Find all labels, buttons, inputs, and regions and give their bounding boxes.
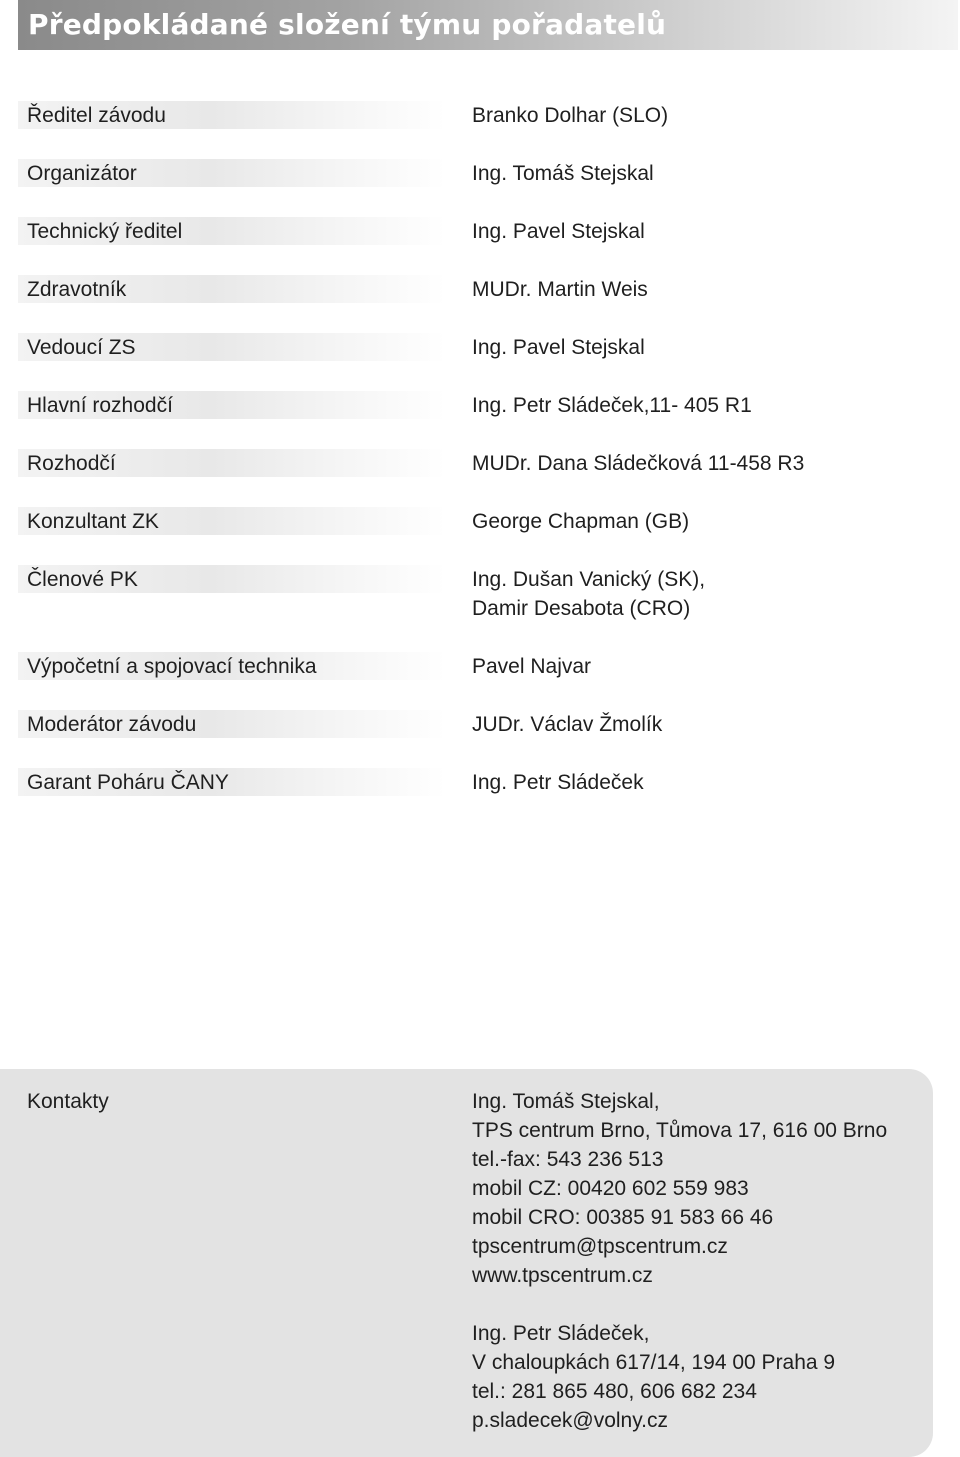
row-value-line: Ing. Pavel Stejskal	[472, 220, 645, 243]
row-value	[472, 710, 662, 739]
row-technicky-reditel	[18, 217, 938, 247]
row-value	[472, 768, 644, 797]
row-value	[472, 391, 752, 420]
row-value	[472, 159, 654, 188]
row-value	[472, 449, 804, 478]
contact-name: Ing. Tomáš Stejskal,	[472, 1090, 660, 1113]
row-moderator-zavodu	[18, 710, 938, 740]
row-value	[472, 333, 645, 362]
row-label: Zdravotník	[27, 278, 127, 301]
row-label: Členové PK	[27, 568, 138, 591]
row-value-line: Ing. Dušan Vanický (SK),	[472, 568, 706, 591]
row-reditel-zavodu	[18, 101, 938, 131]
row-label: Garant Poháru ČANY	[27, 771, 229, 794]
row-value-line: George Chapman (GB)	[472, 510, 690, 533]
row-rozhodci	[18, 449, 938, 479]
row-value	[472, 565, 705, 623]
row-label: Moderátor závodu	[27, 713, 197, 736]
contact-address: TPS centrum Brno, Tůmova 17, 616 00 Brno	[472, 1119, 888, 1142]
row-value-line: Ing. Petr Sládeček,11- 405 R1	[472, 394, 752, 417]
row-label: Vedoucí ZS	[27, 336, 136, 359]
contact-email-link[interactable]: p.sladecek@volny.cz	[472, 1409, 669, 1432]
row-label: Hlavní rozhodčí	[27, 394, 173, 417]
row-value-line: MUDr. Dana Sládečková 11-458 R3	[472, 452, 805, 475]
row-vedouci-zs	[18, 333, 938, 363]
row-label: Výpočetní a spojovací technika	[27, 655, 317, 678]
row-value-line: MUDr. Martin Weis	[472, 278, 648, 301]
contact-email-link[interactable]: tpscentrum@tpscentrum.cz	[472, 1235, 728, 1258]
row-value-line: Ing. Pavel Stejskal	[472, 336, 645, 359]
title-bar	[18, 0, 958, 50]
row-value-line: Branko Dolhar (SLO)	[472, 104, 669, 127]
contact-name: Ing. Petr Sládeček,	[472, 1322, 650, 1345]
contact-mobile: mobil CZ: 00420 602 559 983	[472, 1177, 749, 1200]
row-hlavni-rozhodci	[18, 391, 938, 421]
row-value-line: Damir Desabota (CRO)	[472, 597, 691, 620]
row-value	[472, 507, 689, 536]
row-clenove-pk	[18, 565, 938, 625]
row-zdravotnik	[18, 275, 938, 305]
row-value	[472, 217, 645, 246]
contact-block-sladecek	[472, 1319, 835, 1435]
row-vypocetni-technika	[18, 652, 938, 682]
row-value-line: Pavel Najvar	[472, 655, 592, 678]
contact-phone: tel.-fax: 543 236 513	[472, 1148, 664, 1171]
contact-phone: tel.: 281 865 480, 606 682 234	[472, 1380, 757, 1403]
contact-mobile: mobil CRO: 00385 91 583 66 46	[472, 1206, 774, 1229]
page-title: Předpokládané složení týmu pořadatelů	[28, 8, 667, 41]
contact-website-link[interactable]: www.tpscentrum.cz	[472, 1264, 653, 1287]
contacts-label: Kontakty	[27, 1090, 109, 1113]
row-label: Technický ředitel	[27, 220, 183, 243]
row-label: Rozhodčí	[27, 452, 116, 475]
row-konzultant-zk	[18, 507, 938, 537]
contact-address: V chaloupkách 617/14, 194 00 Praha 9	[472, 1351, 836, 1374]
contact-block-stejskal	[472, 1087, 887, 1290]
row-value-line: Ing. Petr Sládeček	[472, 771, 644, 794]
row-organizator	[18, 159, 938, 189]
row-value-line: JUDr. Václav Žmolík	[472, 713, 663, 736]
row-label: Organizátor	[27, 162, 137, 185]
row-value	[472, 101, 668, 130]
row-garant-poharu	[18, 768, 938, 798]
row-value-line: Ing. Tomáš Stejskal	[472, 162, 654, 185]
row-value	[472, 275, 648, 304]
row-label: Konzultant ZK	[27, 510, 159, 533]
row-label: Ředitel závodu	[27, 104, 166, 127]
row-value	[472, 652, 591, 681]
